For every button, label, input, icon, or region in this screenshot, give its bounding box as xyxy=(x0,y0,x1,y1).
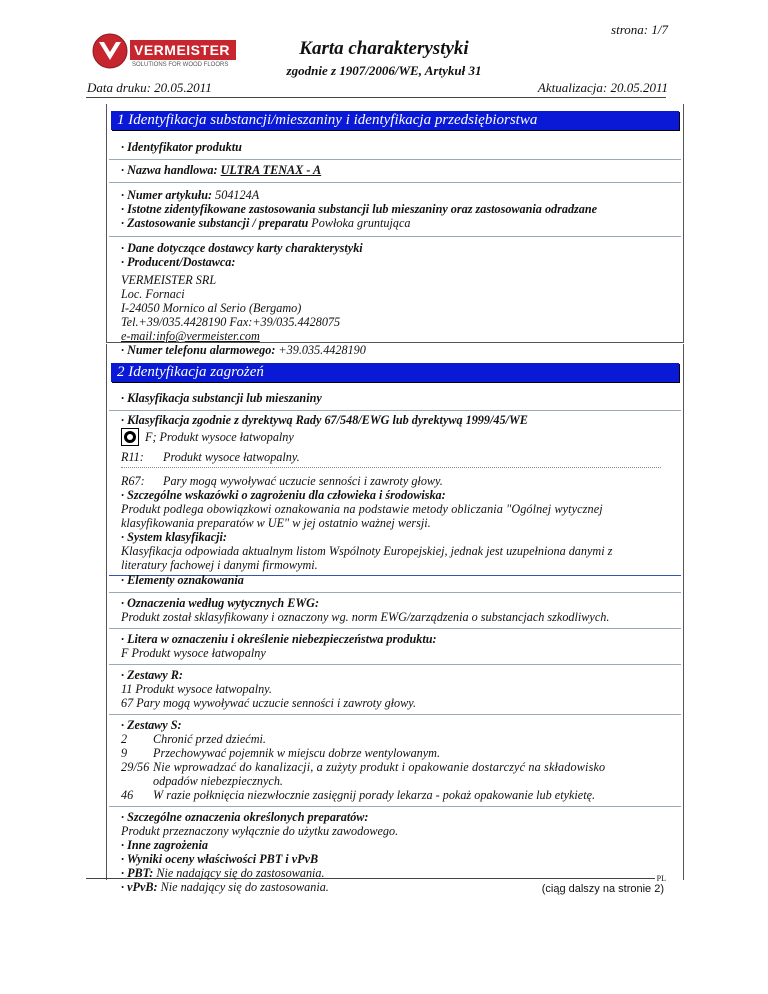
trade-name: · Nazwa handlowa: ULTRA TENAX - A xyxy=(121,163,322,177)
divider xyxy=(109,410,681,411)
article-number: · Numer artykułu: 504124A xyxy=(121,188,260,202)
directive-classification: · Klasyfikacja zgodnie z dyrektywą Rady 67/548/EWG lub dyrektywą 1999/45/WE xyxy=(121,413,528,427)
section-1 xyxy=(106,104,684,357)
s-set-item: 46 W razie połknięcia niezwłocznie zasięgnij porady lekarza - pokaż opakowanie lub etykietę. xyxy=(121,788,596,802)
r-sets-label: · Zestawy R: xyxy=(121,668,183,682)
system-label: · System klasyfikacji: xyxy=(121,530,227,544)
s-sets-label: · Zestawy S: xyxy=(121,718,182,732)
print-date: Data druku: 20.05.2011 xyxy=(87,80,212,95)
footer-divider xyxy=(86,878,655,879)
special-marking-text: Produkt przeznaczony wyłącznie do użytku zawodowego. xyxy=(121,824,399,838)
use-of-substance: · Zastosowanie substancji / preparatu Powłoka gruntująca xyxy=(121,216,411,230)
r67-phrase: R67: Pary mogą wywoływać uczucie senności i zawroty głowy. xyxy=(121,474,443,488)
producer-label: · Producent/Dostawca: xyxy=(121,255,236,269)
pbt-line: · PBT: Nie nadający się do zastosowania. xyxy=(121,866,325,880)
special-hints-label: · Szczególne wskazówki o zagrożeniu dla człowieka i środowiska: xyxy=(121,488,446,502)
letter-label: · Litera w oznaczeniu i określenie niebezpieczeństwa produktu: xyxy=(121,632,437,646)
divider xyxy=(109,806,681,807)
special-marking-label: · Szczególne oznaczenia określonych preparatów: xyxy=(121,810,369,824)
s-set-item: 2 Chronić przed dziećmi. xyxy=(121,732,266,746)
special-hints-text: Produkt podlega obowiązkowi oznakowania na podstawie metody obliczania "Ogólnej wytycznej xyxy=(121,502,603,516)
address-line: I-24050 Mornico al Serio (Bergamo) xyxy=(121,301,302,315)
system-text: Klasyfikacja odpowiada aktualnym listom Wspólnoty Europejskiej, jednak jest uzupełniona danymi z xyxy=(121,544,613,558)
other-hazards: · Inne zagrożenia xyxy=(121,838,209,852)
language-code: PL xyxy=(656,874,666,883)
pbt-results: · Wyniki oceny właściwości PBT i vPvB xyxy=(121,852,319,866)
ewg-label: · Oznaczenia według wytycznych EWG: xyxy=(121,596,320,610)
ewg-text: Produkt został sklasyfikowany i oznaczony wg. norm EWG/zarządzenia o substancjach szkodliwych. xyxy=(121,610,610,624)
address-line: Loc. Fornaci xyxy=(121,287,185,301)
logo-tagline: SOLUTIONS FOR WOOD FLOORS xyxy=(132,62,229,68)
document-subtitle: zgodnie z 1907/2006/WE, Artykuł 31 xyxy=(286,63,482,78)
divider xyxy=(109,182,681,183)
product-identifier: · Identyfikator produktu xyxy=(121,140,242,154)
divider xyxy=(109,628,681,629)
logo-text: VERMEISTER xyxy=(134,42,231,58)
s-set-item: odpadów niebezpiecznych. xyxy=(153,774,283,788)
hazard-symbol-text: F; Produkt wysoce łatwopalny xyxy=(145,430,294,444)
divider xyxy=(109,236,681,237)
s-set-item: 29/56 Nie wprowadzać do kanalizacji, a zużyty produkt i opakowanie dostarczyć na składowisko xyxy=(121,760,606,774)
r-set-item: 11 Produkt wysoce łatwopalny. xyxy=(121,682,272,696)
continued-note: (ciąg dalszy na stronie 2) xyxy=(541,883,664,895)
r11-phrase: R11: Produkt wysoce łatwopalny. xyxy=(121,450,300,464)
section-2-heading: 2 Identyfikacja zagrożeń xyxy=(111,363,679,382)
letter-text: F Produkt wysoce łatwopalny xyxy=(121,646,266,660)
identified-uses: · Istotne zidentyfikowane zastosowania substancji lub mieszaniny oraz zastosowania odradzane xyxy=(121,202,598,216)
document-title: Karta charakterystyki xyxy=(299,38,469,59)
classification: · Klasyfikacja substancji lub mieszaniny xyxy=(121,391,322,405)
emergency-phone: · Numer telefonu alarmowego: +39.035.4428190 xyxy=(121,343,366,357)
address-line: VERMEISTER SRL xyxy=(121,273,217,287)
email-link[interactable]: e-mail:info@vermeister.com xyxy=(121,329,260,343)
vpvb-line: · vPvB: Nie nadający się do zastosowania. xyxy=(121,880,329,894)
divider xyxy=(109,714,681,715)
header-divider xyxy=(86,97,666,98)
section-1-heading: 1 Identyfikacja substancji/mieszaniny i identyfikacja przedsiębiorstwa xyxy=(111,111,679,130)
supplier-details: · Dane dotyczące dostawcy karty charakterystyki xyxy=(121,241,363,255)
label-elements: · Elementy oznakowania xyxy=(121,573,244,587)
special-hints-text: klasyfikowania preparatów w UE" w jej ostatnio ważnej wersji. xyxy=(121,516,431,530)
address-line: Tel.+39/035.4428190 Fax:+39/035.4428075 xyxy=(121,315,341,329)
dotted-divider xyxy=(121,467,661,468)
s-set-item: 9 Przechowywać pojemnik w miejscu dobrze wentylowanym. xyxy=(121,746,441,760)
update-date: Aktualizacja: 20.05.2011 xyxy=(537,80,668,95)
divider xyxy=(109,592,681,593)
r-set-item: 67 Pary mogą wywoływać uczucie senności i zawroty głowy. xyxy=(121,696,417,710)
page-number: strona: 1/7 xyxy=(611,22,668,37)
system-text: literatury fachowej i danymi firmowymi. xyxy=(121,558,318,572)
divider xyxy=(109,159,681,160)
divider xyxy=(109,664,681,665)
flammable-hazard-icon xyxy=(121,428,139,446)
